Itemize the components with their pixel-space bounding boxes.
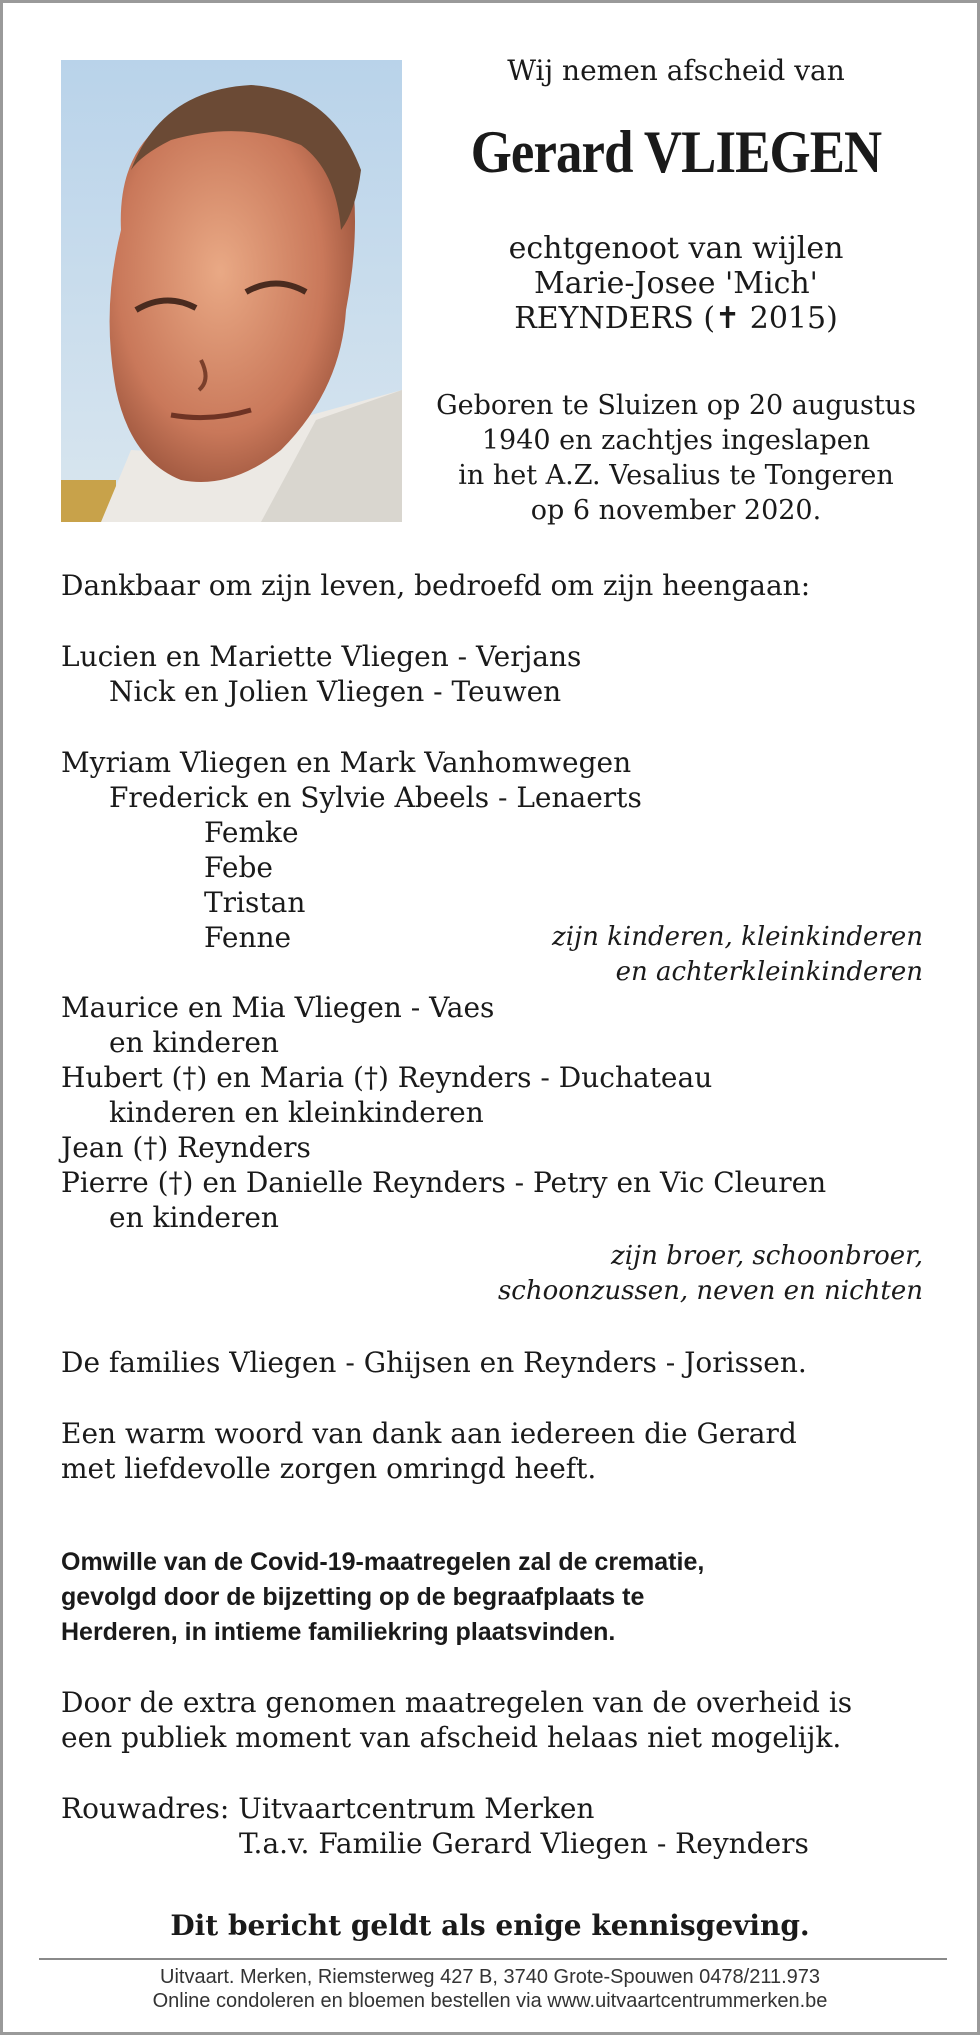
sibling-line: Maurice en Mia Vliegen - Vaes bbox=[61, 991, 495, 1024]
spouse-line-1: echtgenoot van wijlen bbox=[508, 231, 844, 266]
family-line: Lucien en Mariette Vliegen - Verjans bbox=[61, 640, 582, 673]
sibling-line: kinderen en kleinkinderen bbox=[109, 1096, 484, 1129]
portrait-photo bbox=[61, 60, 402, 522]
thanks-line: Een warm woord van dank aan iedereen die Gerard bbox=[61, 1417, 797, 1450]
sibling-line: Hubert (†) en Maria (†) Reynders - Duchateau bbox=[61, 1061, 713, 1094]
families-line: De families Vliegen - Ghijsen en Reynders - Jorissen. bbox=[61, 1346, 807, 1379]
birth-line-4: op 6 november 2020. bbox=[530, 495, 822, 526]
family-line: Frederick en Sylvie Abeels - Lenaerts bbox=[109, 781, 642, 814]
footer-line: Uitvaart. Merken, Riemsterweg 427 B, 3740 Grote-Spouwen 0478/211.973 bbox=[160, 1966, 820, 1988]
covid-line: Herderen, in intieme familiekring plaatsvinden. bbox=[61, 1618, 616, 1646]
notice-line: Dit bericht geldt als enige kennisgeving. bbox=[170, 1909, 810, 1942]
spouse-line-2: Marie-Josee 'Mich' bbox=[534, 266, 818, 301]
spouse-block bbox=[408, 231, 944, 336]
sibling-line: en kinderen bbox=[109, 1201, 279, 1234]
birth-line-1: Geboren te Sluizen op 20 augustus bbox=[436, 390, 916, 421]
grandchild-name: Tristan bbox=[204, 886, 306, 919]
family-line: Myriam Vliegen en Mark Vanhomwegen bbox=[61, 746, 632, 779]
children-note: zijn kinderen, kleinkinderen bbox=[552, 922, 923, 952]
grandchild-name: Femke bbox=[204, 816, 299, 849]
intro-text: Wij nemen afscheid van bbox=[507, 54, 845, 87]
covid-line: Omwille van de Covid-19-maatregelen zal de crematie, bbox=[61, 1548, 705, 1576]
thanks-line: met liefdevolle zorgen omringd heeft. bbox=[61, 1452, 597, 1485]
measures-line: Door de extra genomen maatregelen van de overheid is bbox=[61, 1686, 853, 1719]
address-line: T.a.v. Familie Gerard Vliegen - Reynders bbox=[239, 1827, 809, 1860]
family-line: Nick en Jolien Vliegen - Teuwen bbox=[109, 675, 562, 708]
spouse-line-3: REYNDERS (✝ 2015) bbox=[514, 301, 838, 336]
siblings-note: schoonzussen, neven en nichten bbox=[497, 1276, 923, 1306]
sibling-line: Jean (†) Reynders bbox=[61, 1131, 311, 1164]
footer-line: Online condoleren en bloemen bestellen via www.uitvaartcentrummerken.be bbox=[152, 1990, 828, 2012]
children-note: en achterkleinkinderen bbox=[615, 957, 923, 987]
siblings-note: zijn broer, schoonbroer, bbox=[611, 1241, 923, 1271]
grandchild-name: Fenne bbox=[204, 921, 292, 954]
footer-divider bbox=[39, 1958, 947, 1960]
measures-line: een publiek moment van afscheid helaas niet mogelijk. bbox=[61, 1721, 842, 1754]
grandchild-name: Febe bbox=[204, 851, 273, 884]
address-line: Rouwadres: Uitvaartcentrum Merken bbox=[61, 1792, 595, 1825]
birth-line-3: in het A.Z. Vesalius te Tongeren bbox=[458, 460, 894, 491]
deceased-name: Gerard VLIEGEN bbox=[470, 119, 882, 185]
sibling-line: Pierre (†) en Danielle Reynders - Petry en Vic Cleuren bbox=[61, 1166, 827, 1199]
birth-block bbox=[408, 389, 944, 529]
covid-line: gevolgd door de bijzetting op de begraafplaats te bbox=[61, 1583, 645, 1611]
birth-line-2: 1940 en zachtjes ingeslapen bbox=[481, 425, 871, 456]
sibling-line: en kinderen bbox=[109, 1026, 279, 1059]
grateful-line: Dankbaar om zijn leven, bedroefd om zijn heengaan: bbox=[61, 569, 811, 602]
